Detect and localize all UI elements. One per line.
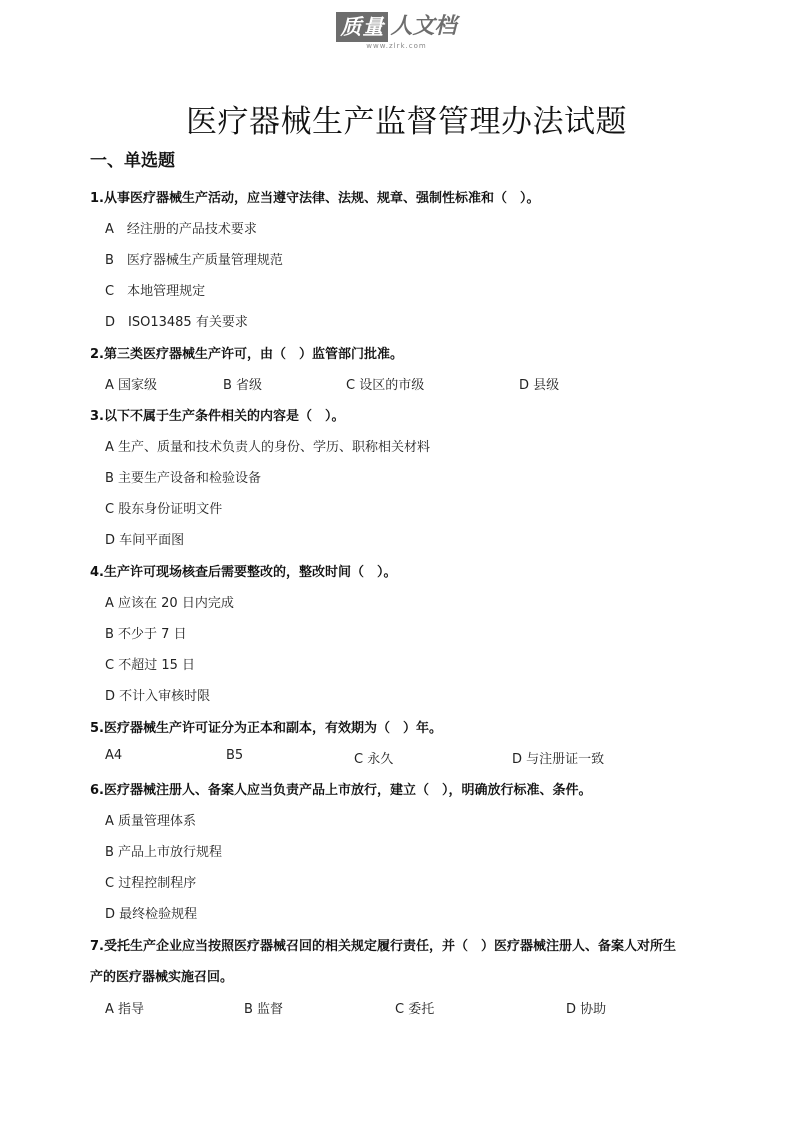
q4-option-c: C 不超过 15 日 [105,658,196,673]
q4-option-a: A 应该在 20 日内完成 [105,596,234,611]
question-3: 3.以下不属于生产条件相关的内容是（ ）。 [90,409,345,424]
question-7-line1: 7.受托生产企业应当按照医疗器械召回的相关规定履行责任，并（ ）医疗器械注册人、备案人对所生 [90,939,676,954]
q1-option-c: C 本地管理规定 [105,284,206,299]
q2-option-d: D 县级 [519,378,560,393]
q7-option-b: B 监督 [244,1002,284,1017]
question-2: 2.第三类医疗器械生产许可，由（ ）监管部门批准。 [90,347,403,362]
q3-option-d: D 车间平面图 [105,533,185,548]
q1-option-d: D ISO13485 有关要求 [105,315,248,330]
q3-option-c: C 股东身份证明文件 [105,502,223,517]
q5-option-c: C 永久 [354,752,394,767]
q7-option-a: A 指导 [105,1002,145,1017]
question-1: 1.从事医疗器械生产活动，应当遵守法律、法规、规章、强制性标准和（ ）。 [90,191,540,206]
q2-option-a: A 国家级 [105,378,158,393]
q5-option-a: A4 [105,748,123,763]
page-title: 医疗器械生产监督管理办法试题 [186,104,627,140]
q6-option-c: C 过程控制程序 [105,876,197,891]
q3-option-b: B 主要生产设备和检验设备 [105,471,262,486]
q3-option-a: A 生产、质量和技术负责人的身份、学历、职称相关材料 [105,440,431,455]
question-7-line2: 产的医疗器械实施召回。 [90,970,234,985]
site-logo [0,12,793,50]
logo-brand-box: 质量 [336,12,388,42]
question-6: 6.医疗器械注册人、备案人应当负责产品上市放行，建立（ ），明确放行标准、条件。 [90,783,592,798]
q2-option-b: B 省级 [223,378,263,393]
q6-option-a: A 质量管理体系 [105,814,197,829]
question-5: 5.医疗器械生产许可证分为正本和副本，有效期为（ ）年。 [90,721,442,736]
section-heading: 一、单选题 [90,151,175,171]
q6-option-b: B 产品上市放行规程 [105,845,223,860]
q7-option-d: D 协助 [566,1002,607,1017]
q7-option-c: C 委托 [395,1002,435,1017]
q5-option-d: D 与注册证一致 [512,752,605,767]
q2-option-c: C 设区的市级 [346,378,425,393]
question-4: 4.生产许可现场核查后需要整改的，整改时间（ ）。 [90,565,397,580]
q5-option-b: B5 [226,748,244,763]
q1-option-a: A 经注册的产品技术要求 [105,222,257,237]
q4-option-b: B 不少于 7 日 [105,627,187,642]
logo-brand-rest: 人文档 [390,14,457,39]
logo-url: www.zlrk.com [366,42,427,50]
q4-option-d: D 不计入审核时限 [105,689,211,704]
q1-option-b: B 医疗器械生产质量管理规范 [105,253,283,268]
q6-option-d: D 最终检验规程 [105,907,198,922]
